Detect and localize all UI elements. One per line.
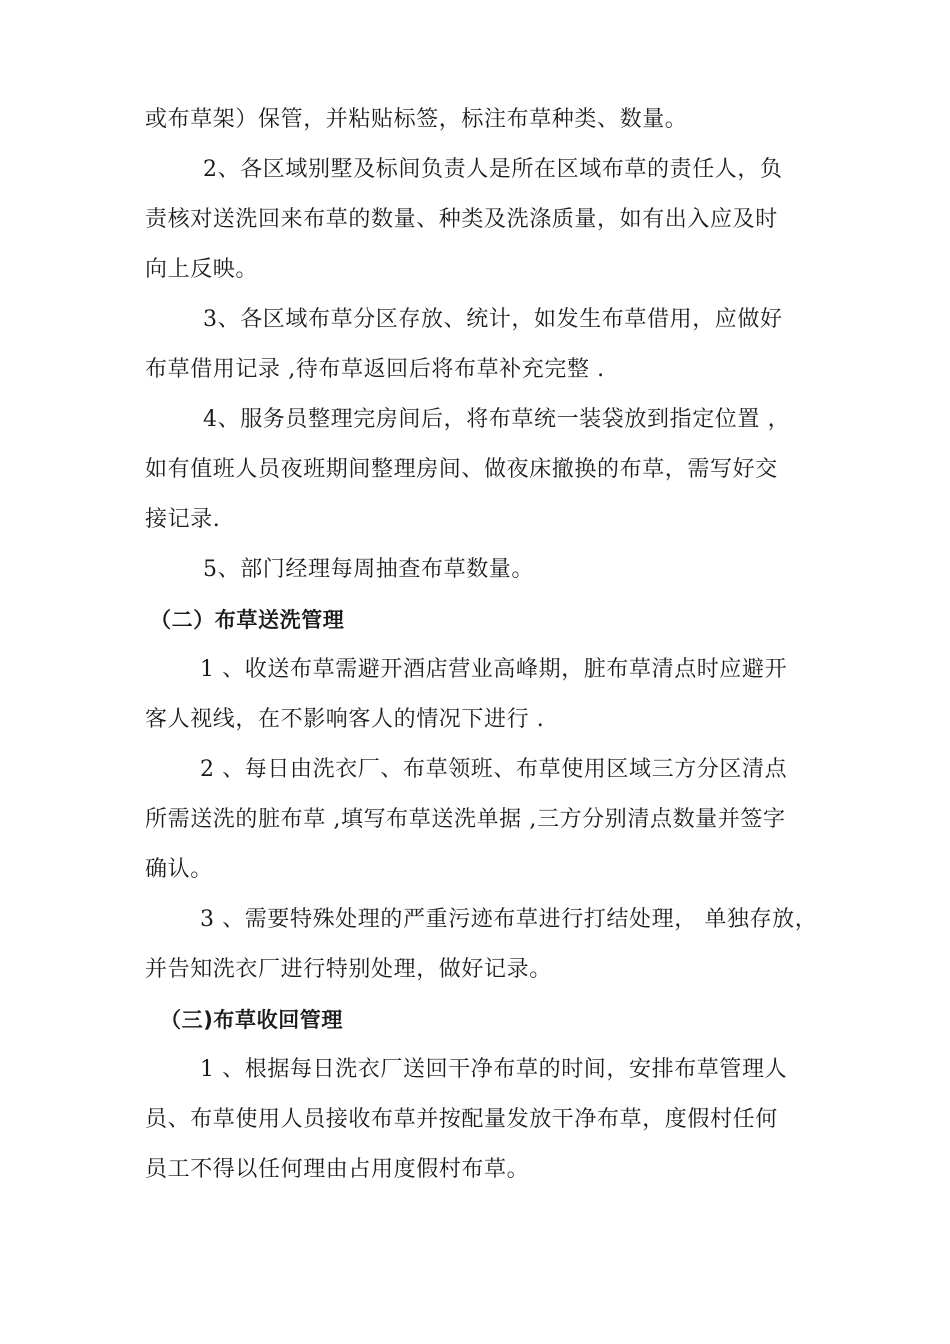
section-2-item-1-line-1: 1 、收送布草需避开酒店营业高峰期，脏布草清点时应避开 bbox=[200, 657, 788, 682]
list-item-2-line-3: 向上反映。 bbox=[145, 257, 259, 282]
section-2-item-3-line-2: 并告知洗衣厂进行特别处理，做好记录。 bbox=[145, 957, 552, 982]
section-3-item-1-line-3: 员工不得以任何理由占用度假村布草。 bbox=[145, 1157, 530, 1182]
section-heading-3: （三)布草收回管理 bbox=[160, 1008, 343, 1032]
section-2-item-3-line-1: 3 、需要特殊处理的严重污迹布草进行打结处理， 单独存放， bbox=[200, 907, 818, 932]
section-2-item-1-line-2: 客人视线，在不影响客人的情况下进行 . bbox=[145, 707, 545, 732]
list-item-4-line-2: 如有值班人员夜班期间整理房间、做夜床撤换的布草，需写好交 bbox=[145, 457, 778, 482]
list-item-3-line-2: 布草借用记录 ,待布草返回后将布草补充完整 . bbox=[145, 357, 605, 382]
list-item-4-line-1: 4、服务员整理完房间后，将布草统一装袋放到指定位置 ， bbox=[203, 407, 791, 432]
list-item-3-line-1: 3、各区域布草分区存放、统计，如发生布草借用，应做好 bbox=[203, 307, 783, 332]
section-3-item-1-line-1: 1 、根据每日洗衣厂送回干净布草的时间，安排布草管理人 bbox=[200, 1057, 788, 1082]
list-item-4-line-3: 接记录. bbox=[145, 507, 221, 532]
list-item-2-line-1: 2、各区域别墅及标间负责人是所在区域布草的责任人，负 bbox=[203, 157, 783, 182]
list-item-2-line-2: 责核对送洗回来布草的数量、种类及洗涤质量，如有出入应及时 bbox=[145, 207, 778, 232]
section-heading-2: （二）布草送洗管理 bbox=[150, 608, 345, 632]
section-2-item-2-line-2: 所需送洗的脏布草 ,填写布草送洗单据 ,三方分别清点数量并签字 bbox=[145, 807, 786, 832]
section-2-item-2-line-3: 确认。 bbox=[145, 857, 213, 882]
list-item-5-line-1: 5、部门经理每周抽查布草数量。 bbox=[203, 557, 534, 582]
section-2-item-2-line-1: 2 、每日由洗衣厂、布草领班、布草使用区域三方分区清点 bbox=[200, 757, 788, 782]
text-line: 或布草架）保管，并粘贴标签，标注布草种类、数量。 bbox=[145, 107, 688, 132]
section-3-item-1-line-2: 员、布草使用人员接收布草并按配量发放干净布草，度假村任何 bbox=[145, 1107, 778, 1132]
